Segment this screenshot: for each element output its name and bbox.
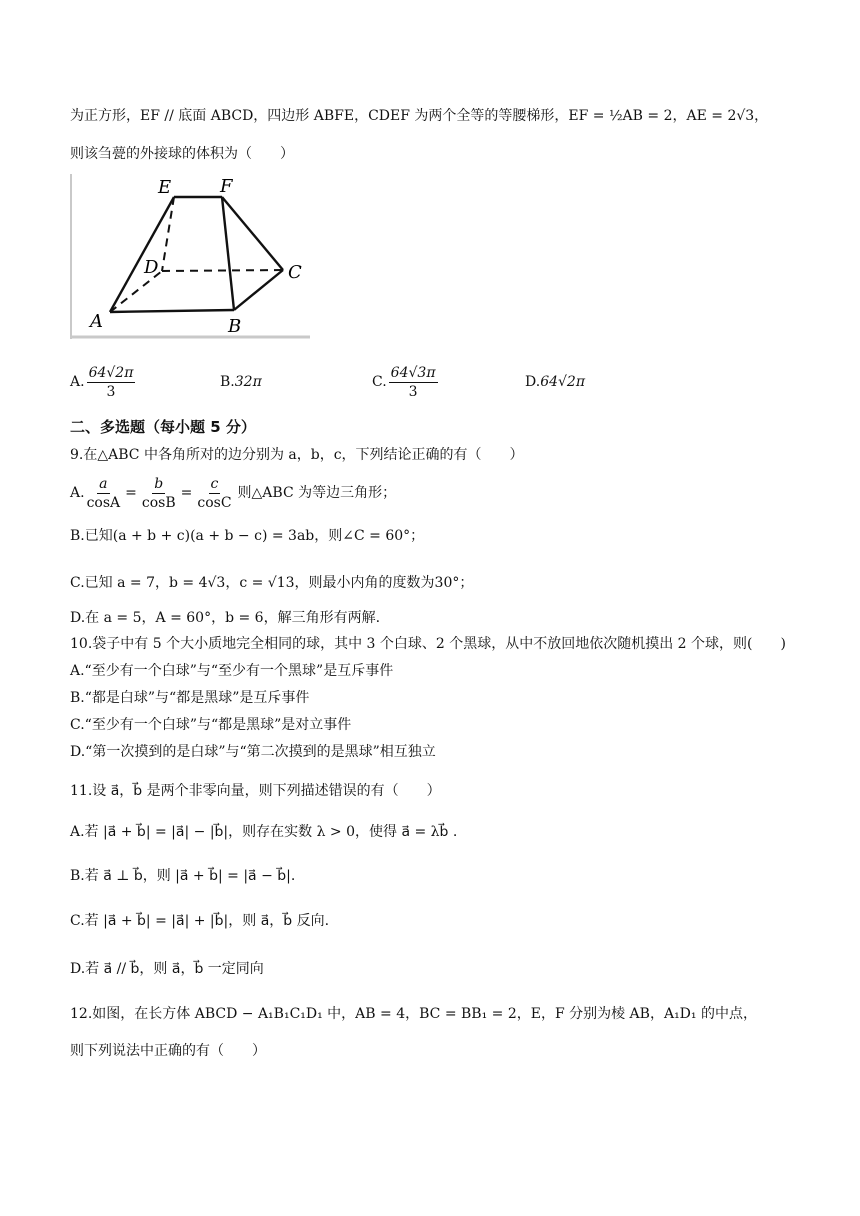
frustum-diagram <box>70 174 310 339</box>
q12-stem-line2: 则下列说法中正确的有（ ） <box>70 1043 266 1059</box>
q9-option-b[interactable]: B.已知(a + b + c)(a + b − c) = 3ab，则∠C = 60°； <box>70 528 425 544</box>
q9-option-a[interactable]: A. $\frac{a}{\cos A}$ = $\frac{b}{\cos B}$ = $\frac{c}{\cos C}$ 则△ABC 为等边三角形； <box>70 475 397 511</box>
q8-stem-line2: 则该刍甍的外接球的体积为（ ） <box>70 146 294 162</box>
q9-option-c[interactable]: C.已知 a = 7，b = 4√3，c = √13，则最小内角的度数为30°； <box>70 575 474 591</box>
q10-stem: 10.袋子中有 5 个大小质地完全相同的球，其中 3 个白球、2 个黑球，从中不放回地依次随机摸出 2 个球，则( ) <box>70 636 786 652</box>
label-E: E <box>158 177 172 198</box>
label-C: C <box>288 262 302 283</box>
q11-option-c[interactable]: C.若 |a⃗ + b⃗| = |a⃗| + |b⃗|，则 a⃗，b⃗ 反向. <box>70 913 330 929</box>
label-D: D <box>144 257 159 278</box>
section-heading: 二、多选题（每小题 5 分） <box>70 418 256 436</box>
q10-option-a[interactable]: A.“至少有一个白球”与“至少有一个黑球”是互斥事件 <box>70 663 394 679</box>
q10-option-d[interactable]: D.“第一次摸到的是白球”与“第二次摸到的是黑球”相互独立 <box>70 744 436 760</box>
q8-option-d[interactable]: D. 64√2π <box>525 374 586 390</box>
label-B: B <box>228 316 242 337</box>
q12-stem-line1: 12.如图，在长方体 ABCD − A₁B₁C₁D₁ 中，AB = 4，BC = BB₁ = 2，E，F 分别为棱 AB，A₁D₁ 的中点， <box>70 1006 757 1022</box>
q8-stem-line1: 为正方形，EF // 底面 ABCD，四边形 ABFE，CDEF 为两个全等的等腰梯形，EF = ½AB = 2，AE = 2√3， <box>70 108 769 124</box>
q8-option-a[interactable]: A. $\frac{64√2\pi}{3}$ <box>70 364 134 400</box>
q8-figure <box>70 174 310 339</box>
q11-option-b[interactable]: B.若 a⃗ ⊥ b⃗，则 |a⃗ + b⃗| = |a⃗ − b⃗|. <box>70 868 296 884</box>
q9-stem: 9.在△ABC 中各角所对的边分别为 a，b，c，下列结论正确的有（ ） <box>70 447 524 463</box>
label-F: F <box>220 176 233 197</box>
q10-option-c[interactable]: C.“至少有一个白球”与“都是黑球”是对立事件 <box>70 717 352 733</box>
q11-stem: 11.设 a⃗，b⃗ 是两个非零向量，则下列描述错误的有（ ） <box>70 783 441 799</box>
label-A: A <box>90 311 103 332</box>
q9-option-d[interactable]: D.在 a = 5，A = 60°，b = 6，解三角形有两解. <box>70 610 381 626</box>
q8-options <box>70 360 770 404</box>
q10-option-b[interactable]: B.“都是白球”与“都是黑球”是互斥事件 <box>70 690 310 706</box>
q8-option-b[interactable]: B. 32π <box>220 374 262 390</box>
q8-option-c[interactable]: C. $\frac{64√3\pi}{3}$ <box>372 364 436 400</box>
q11-option-d[interactable]: D.若 a⃗ // b⃗，则 a⃗，b⃗ 一定同向 <box>70 961 264 977</box>
q11-option-a[interactable]: A.若 |a⃗ + b⃗| = |a⃗| − |b⃗|，则存在实数 λ > 0，使得 a⃗ = λb⃗ . <box>70 824 458 840</box>
